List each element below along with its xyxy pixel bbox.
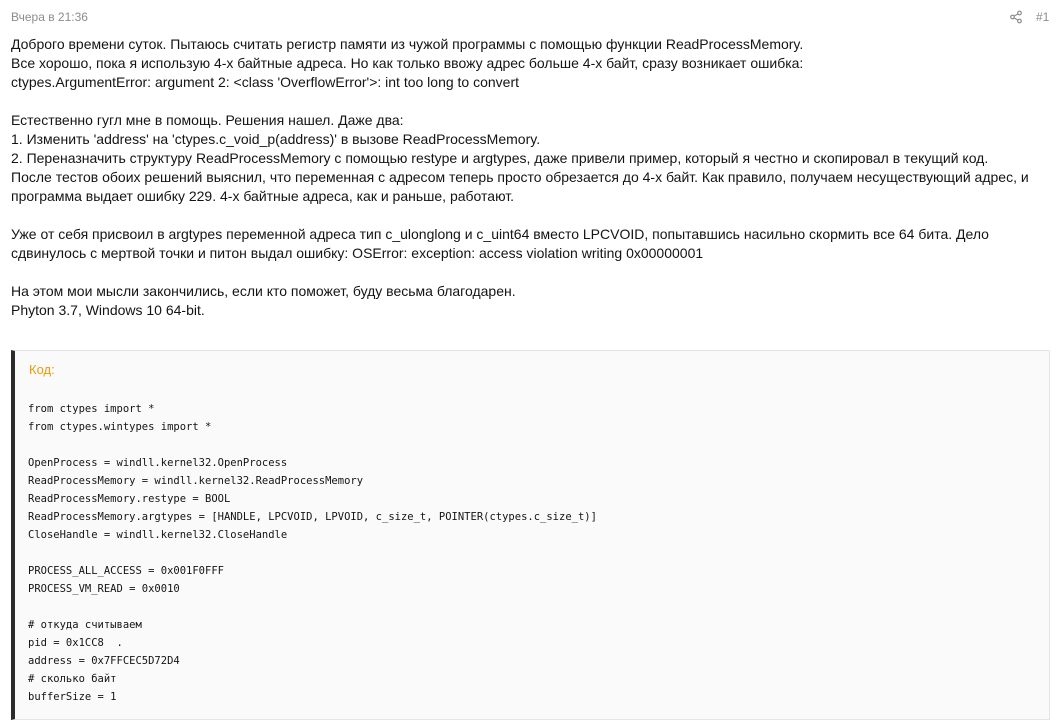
post-paragraph <box>11 35 1046 92</box>
code-line: ReadProcessMemory.restype = BOOL <box>28 493 231 505</box>
post-header <box>0 0 1060 34</box>
post-date: Вчера в 21:36 <box>11 10 88 24</box>
code-line: # откуда считываем <box>28 619 142 631</box>
post-text-line: После тестов обоих решений выяснил, что переменная с адресом теперь просто обрезается до 4-х байт. Как правило, получаем несуществующий адрес, и программа выдает ошибку 229. 4-х байтные адреса, как и раньше, работают. <box>11 169 1029 204</box>
code-line: CloseHandle = windll.kernel32.CloseHandle <box>28 529 288 541</box>
post-paragraph <box>11 225 1046 263</box>
code-line: OpenProcess = windll.kernel32.OpenProcess <box>28 457 288 469</box>
post-number-link[interactable]: #1 <box>1036 10 1050 24</box>
post-paragraph <box>11 282 1046 320</box>
code-line: bufferSize = 1 <box>28 691 117 703</box>
post-text-line: Phyton 3.7, Windows 10 64-bit. <box>11 302 205 318</box>
post-text-line: 1. Изменить 'address' на 'ctypes.c_void_p(address)' в вызове ReadProcessMemory. <box>11 131 541 147</box>
post-paragraph <box>11 111 1046 206</box>
code-line: address = 0x7FFCEC5D72D4 <box>28 655 180 667</box>
code-block <box>11 350 1050 720</box>
code-line: from ctypes.wintypes import * <box>28 421 212 433</box>
post-text-line: Все хорошо, пока я использую 4-х байтные адреса. Но как только ввожу адрес больше 4-х байт, сразу возникает ошибка: <box>11 55 804 71</box>
code-line: ReadProcessMemory.argtypes = [HANDLE, LPCVOID, LPVOID, c_size_t, POINTER(ctypes.c_size_t)] <box>28 511 597 523</box>
post-body <box>11 35 1046 320</box>
code-block-title: Код: <box>29 362 55 377</box>
post-text-line: Доброго времени суток. Пытаюсь считать регистр памяти из чужой программы с помощью функции ReadProcessMemory. <box>11 36 804 52</box>
code-line: PROCESS_ALL_ACCESS = 0x001F0FFF <box>28 565 224 577</box>
code-line: # сколько байт <box>28 673 117 685</box>
post-text-line: ctypes.ArgumentError: argument 2: <class 'OverflowError'>: int too long to convert <box>11 74 520 90</box>
post-text-line: На этом мои мысли закончились, если кто поможет, буду весьма благодарен. <box>11 283 516 299</box>
code-content[interactable] <box>28 400 597 706</box>
post-text-line: Уже от себя присвоил в argtypes переменной адреса тип c_ulonglong и c_uint64 вместо LPCVOID, попытавшись насильно скормить все 64 бита. Дело сдвинулось с мертвой точки и питон выдал ошибку: OSError: exception: access violation writing 0x00000001 <box>11 226 989 261</box>
code-line: PROCESS_VM_READ = 0x0010 <box>28 583 180 595</box>
code-line: from ctypes import * <box>28 403 155 415</box>
share-icon[interactable] <box>1009 10 1023 24</box>
code-line: ReadProcessMemory = windll.kernel32.ReadProcessMemory <box>28 475 364 487</box>
post-text-line: Естественно гугл мне в помощь. Решения нашел. Даже два: <box>11 112 404 128</box>
code-line: pid = 0x1CC8 . <box>28 637 123 649</box>
post-text-line: 2. Переназначить структуру ReadProcessMemory с помощью restype и argtypes, даже привели пример, который я честно и скопировал в текущий код. <box>11 150 989 166</box>
